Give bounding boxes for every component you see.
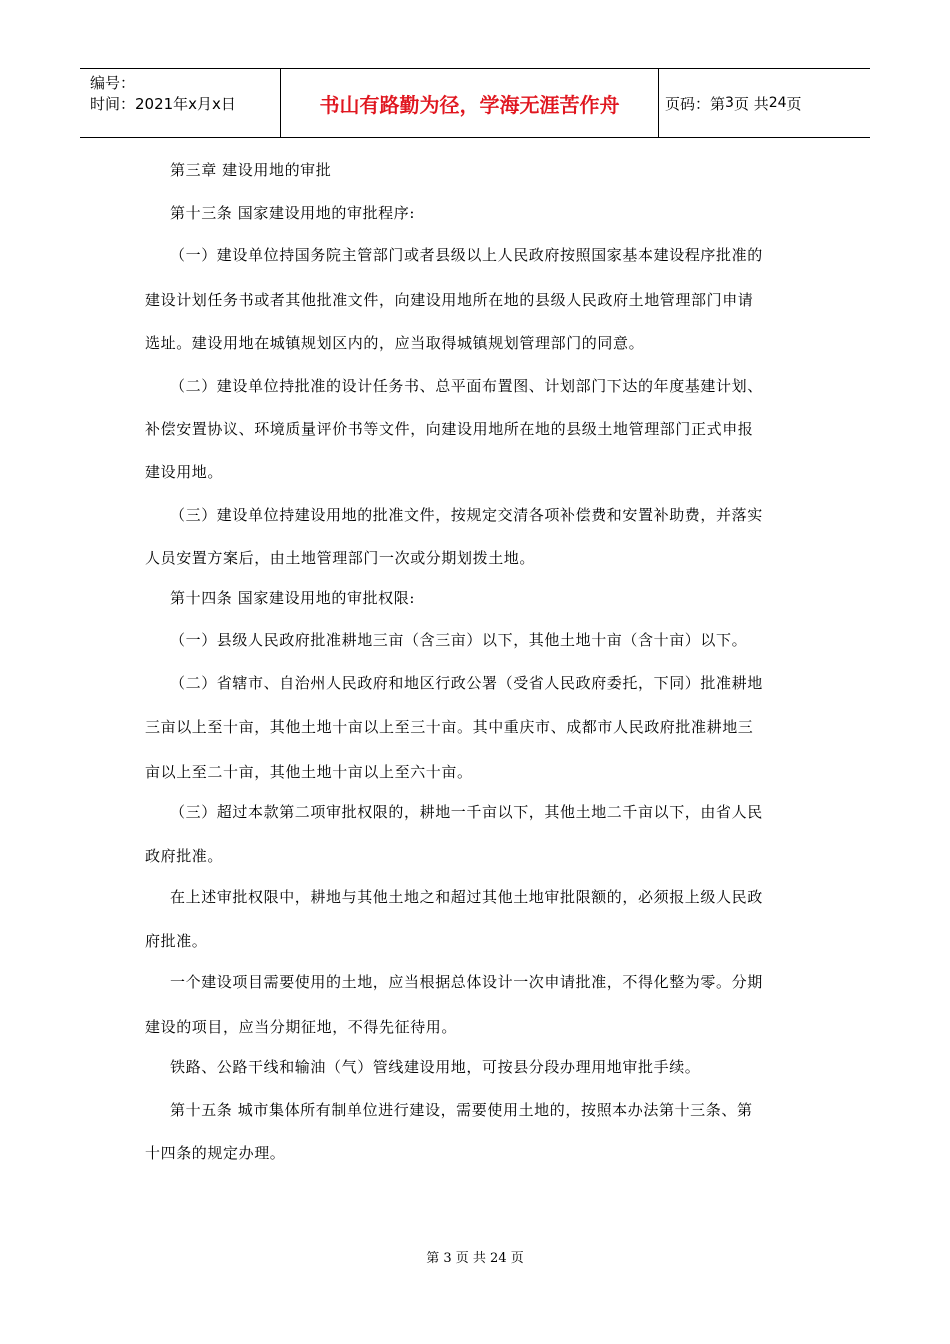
text-line: 政府批准。 — [145, 847, 224, 865]
text-line: （二）建设单位持批准的设计任务书、总平面布置图、计划部门下达的年度基建计划、 — [170, 377, 763, 395]
article-heading: 第十三条 国家建设用地的审批程序: — [170, 204, 416, 222]
document-number-label: 编号： — [90, 74, 136, 92]
page-suffix: 页 — [786, 94, 802, 113]
text-line: （二）省辖市、自治州人民政府和地区行政公署（受省人民政府委托，下同）批准耕地 — [170, 674, 763, 692]
text-line: （三）超过本款第二项审批权限的，耕地一千亩以下，其他土地二千亩以下，由省人民 — [170, 803, 763, 821]
text-line: （一）县级人民政府批准耕地三亩（含三亩）以下，其他土地十亩（含十亩）以下。 — [170, 631, 748, 649]
text-line: （一）建设单位持国务院主管部门或者县级以上人民政府按照国家基本建设程序批准的 — [170, 246, 763, 264]
text-line: 亩以上至二十亩，其他土地十亩以上至六十亩。 — [145, 763, 473, 781]
header-motto: 书山有路勤为径，学海无涯苦作舟 — [281, 69, 659, 137]
text-line: 一个建设项目需要使用的土地，应当根据总体设计一次申请批准，不得化整为零。分期 — [170, 973, 763, 991]
article-heading: 第十五条 城市集体所有制单位进行建设，需要使用土地的，按照本办法第十三条、第 — [170, 1101, 753, 1119]
text-line: 铁路、公路干线和输油（气）管线建设用地，可按县分段办理用地审批手续。 — [170, 1058, 701, 1076]
page-header — [80, 68, 870, 138]
text-line: 人员安置方案后，由土地管理部门一次或分期划拨土地。 — [145, 549, 536, 567]
text-line: （三）建设单位持建设用地的批准文件，按规定交清各项补偿费和安置补助费，并落实 — [170, 506, 763, 524]
page-number: 3 — [725, 95, 734, 111]
header-meta — [80, 69, 281, 137]
text-line: 选址。建设用地在城镇规划区内的，应当取得城镇规划管理部门的同意。 — [145, 334, 645, 352]
text-line: 府批准。 — [145, 932, 208, 950]
page-footer: 第 3 页 共 24 页 — [426, 1251, 524, 1266]
chapter-heading: 第三章 建设用地的审批 — [170, 161, 332, 179]
header-page-info — [659, 69, 870, 137]
document-time-label: 时间：2021年x月x日 — [90, 95, 236, 113]
text-line: 三亩以上至十亩，其他土地十亩以上至三十亩。其中重庆市、成都市人民政府批准耕地三 — [145, 718, 754, 736]
page-total: 24 — [768, 95, 787, 111]
text-line: 补偿安置协议、环境质量评价书等文件，向建设用地所在地的县级土地管理部门正式申报 — [145, 420, 754, 438]
page-prefix: 页码：第 — [665, 94, 726, 113]
page-mid: 页 共 — [733, 94, 769, 113]
text-line: 建设用地。 — [145, 463, 224, 481]
text-line: 十四条的规定办理。 — [145, 1144, 286, 1162]
text-line: 在上述审批权限中，耕地与其他土地之和超过其他土地审批限额的，必须报上级人民政 — [170, 888, 763, 906]
text-line: 建设的项目，应当分期征地，不得先征待用。 — [145, 1018, 458, 1036]
article-heading: 第十四条 国家建设用地的审批权限: — [170, 589, 416, 607]
text-line: 建设计划任务书或者其他批准文件，向建设用地所在地的县级人民政府土地管理部门申请 — [145, 291, 754, 309]
